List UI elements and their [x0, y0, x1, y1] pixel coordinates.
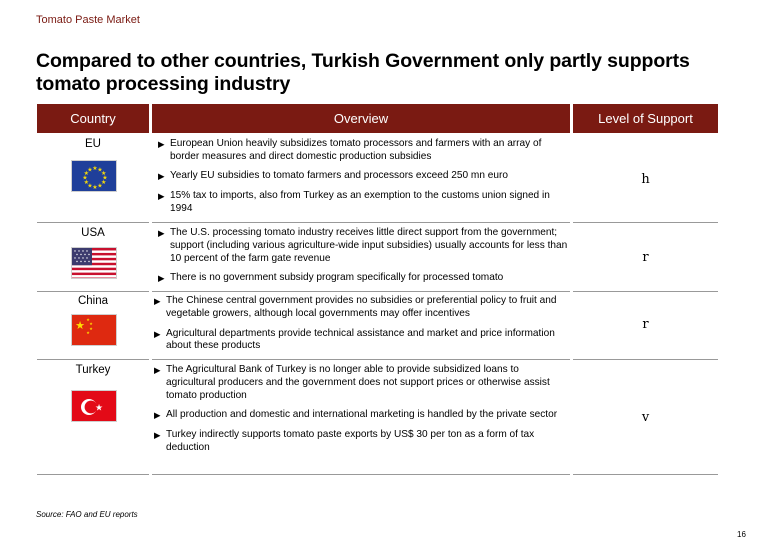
column-header-overview: Overview [152, 104, 570, 133]
bullet-arrow-icon: ▶ [154, 328, 161, 339]
bullet-arrow-icon: ▶ [158, 170, 165, 181]
svg-text:★: ★ [75, 319, 85, 332]
svg-text:★: ★ [82, 174, 88, 182]
row-divider [152, 474, 570, 475]
bullet-arrow-icon: ▶ [158, 191, 165, 202]
svg-text:★: ★ [92, 184, 98, 191]
row-divider [37, 291, 149, 292]
bullet-arrow-icon: ▶ [154, 296, 161, 306]
svg-text:★: ★ [92, 165, 98, 172]
list-item: ▶ European Union heavily subsidizes tomato processors and farmers with an array of border measures and direct domestic production subsidies [158, 138, 542, 162]
country-name: EU [85, 138, 101, 150]
row-divider [37, 222, 149, 223]
page-number: 16 [737, 530, 746, 539]
list-item: ▶ Turkey indirectly supports tomato paste exports by US$ 30 per ton as a form of tax deduction [154, 429, 535, 453]
bullet-arrow-icon: ▶ [158, 228, 165, 238]
overview-list-china [152, 295, 564, 353]
svg-text:★: ★ [97, 182, 103, 190]
list-item: ▶ There is no government subsidy program specifically for processed tomato [158, 272, 504, 284]
row-divider [573, 474, 718, 475]
list-item: ▶ Agricultural departments provide technical assistance and market and price information about these products [154, 327, 555, 352]
row-divider [573, 222, 718, 223]
china-flag-icon [71, 314, 117, 346]
svg-text:★: ★ [89, 326, 93, 331]
svg-text:★: ★ [101, 179, 107, 186]
svg-text:★: ★ [94, 403, 104, 414]
source-note: Source: FAO and EU reports [36, 510, 138, 519]
usa-flag-icon [71, 247, 117, 279]
list-item: ▶ All production and domestic and international marketing is handled by the private sector [154, 409, 558, 421]
bullet-arrow-icon: ▶ [154, 410, 161, 421]
support-level-eu: h [641, 172, 650, 187]
country-name: USA [81, 227, 105, 239]
column-header-support: Level of Support [573, 104, 718, 133]
overview-list-usa [156, 227, 568, 285]
column-header-country: Country [37, 104, 149, 133]
row-divider [37, 359, 149, 360]
row-divider [573, 359, 718, 360]
eu-flag-icon [71, 160, 117, 192]
list-item: ▶ Yearly EU subsidies to tomato farmers and processors exceed 250 mn euro [158, 169, 508, 181]
svg-text:★: ★ [83, 170, 89, 177]
svg-text:★: ★ [97, 166, 103, 174]
svg-text:★: ★ [101, 170, 107, 177]
table-row-eu [37, 138, 149, 191]
svg-text:★: ★ [87, 166, 93, 174]
bullet-arrow-icon: ▶ [154, 430, 161, 441]
row-divider [152, 222, 570, 223]
bullet-arrow-icon: ▶ [154, 365, 161, 375]
table-row-usa [37, 227, 149, 239]
list-item: ▶ The Agricultural Bank of Turkey is no longer able to provide subsidized loans to agricultural producers and the government does not support prices or otherwise assist tomato production [154, 364, 550, 401]
support-level-usa: r [642, 250, 649, 265]
turkey-flag-icon [71, 390, 117, 422]
row-divider [37, 474, 149, 475]
row-divider [152, 359, 570, 360]
bullet-arrow-icon: ▶ [158, 273, 165, 284]
svg-text:★: ★ [83, 179, 89, 186]
svg-text:★: ★ [86, 317, 90, 322]
list-item: ▶ The U.S. processing tomato industry receives little direct support from the government; support (including various agriculture-wide input subsidies) usually accounts for less than 10 percent of the farm gate revenue [158, 227, 568, 264]
row-divider [573, 291, 718, 292]
table-row-turkey [37, 364, 149, 414]
list-item: ▶ 15% tax to imports, also from Turkey as an exemption to the customs union signed in 1994 [158, 190, 550, 215]
overview-list-turkey [152, 364, 564, 455]
country-name: China [77, 295, 109, 307]
support-level-turkey: v [641, 410, 650, 425]
svg-text:★: ★ [86, 330, 90, 335]
row-divider [152, 291, 570, 292]
page-title: Compared to other countries, Turkish Government only partly supports tomato processing industry [36, 50, 690, 95]
support-level-china: r [642, 317, 649, 332]
svg-text:★: ★ [89, 321, 93, 326]
country-name: Turkey [75, 364, 111, 376]
overview-list-eu [156, 138, 568, 216]
tracker-label: Tomato Paste Market [36, 14, 140, 26]
svg-text:★: ★ [102, 174, 108, 182]
list-item: ▶ The Chinese central government provides no subsidies or preferential policy to fruit and vegetable growers, although local governments may offer incentives [154, 295, 557, 319]
bullet-arrow-icon: ▶ [158, 139, 165, 149]
table-row-china [37, 295, 149, 335]
svg-text:★: ★ [87, 182, 93, 190]
